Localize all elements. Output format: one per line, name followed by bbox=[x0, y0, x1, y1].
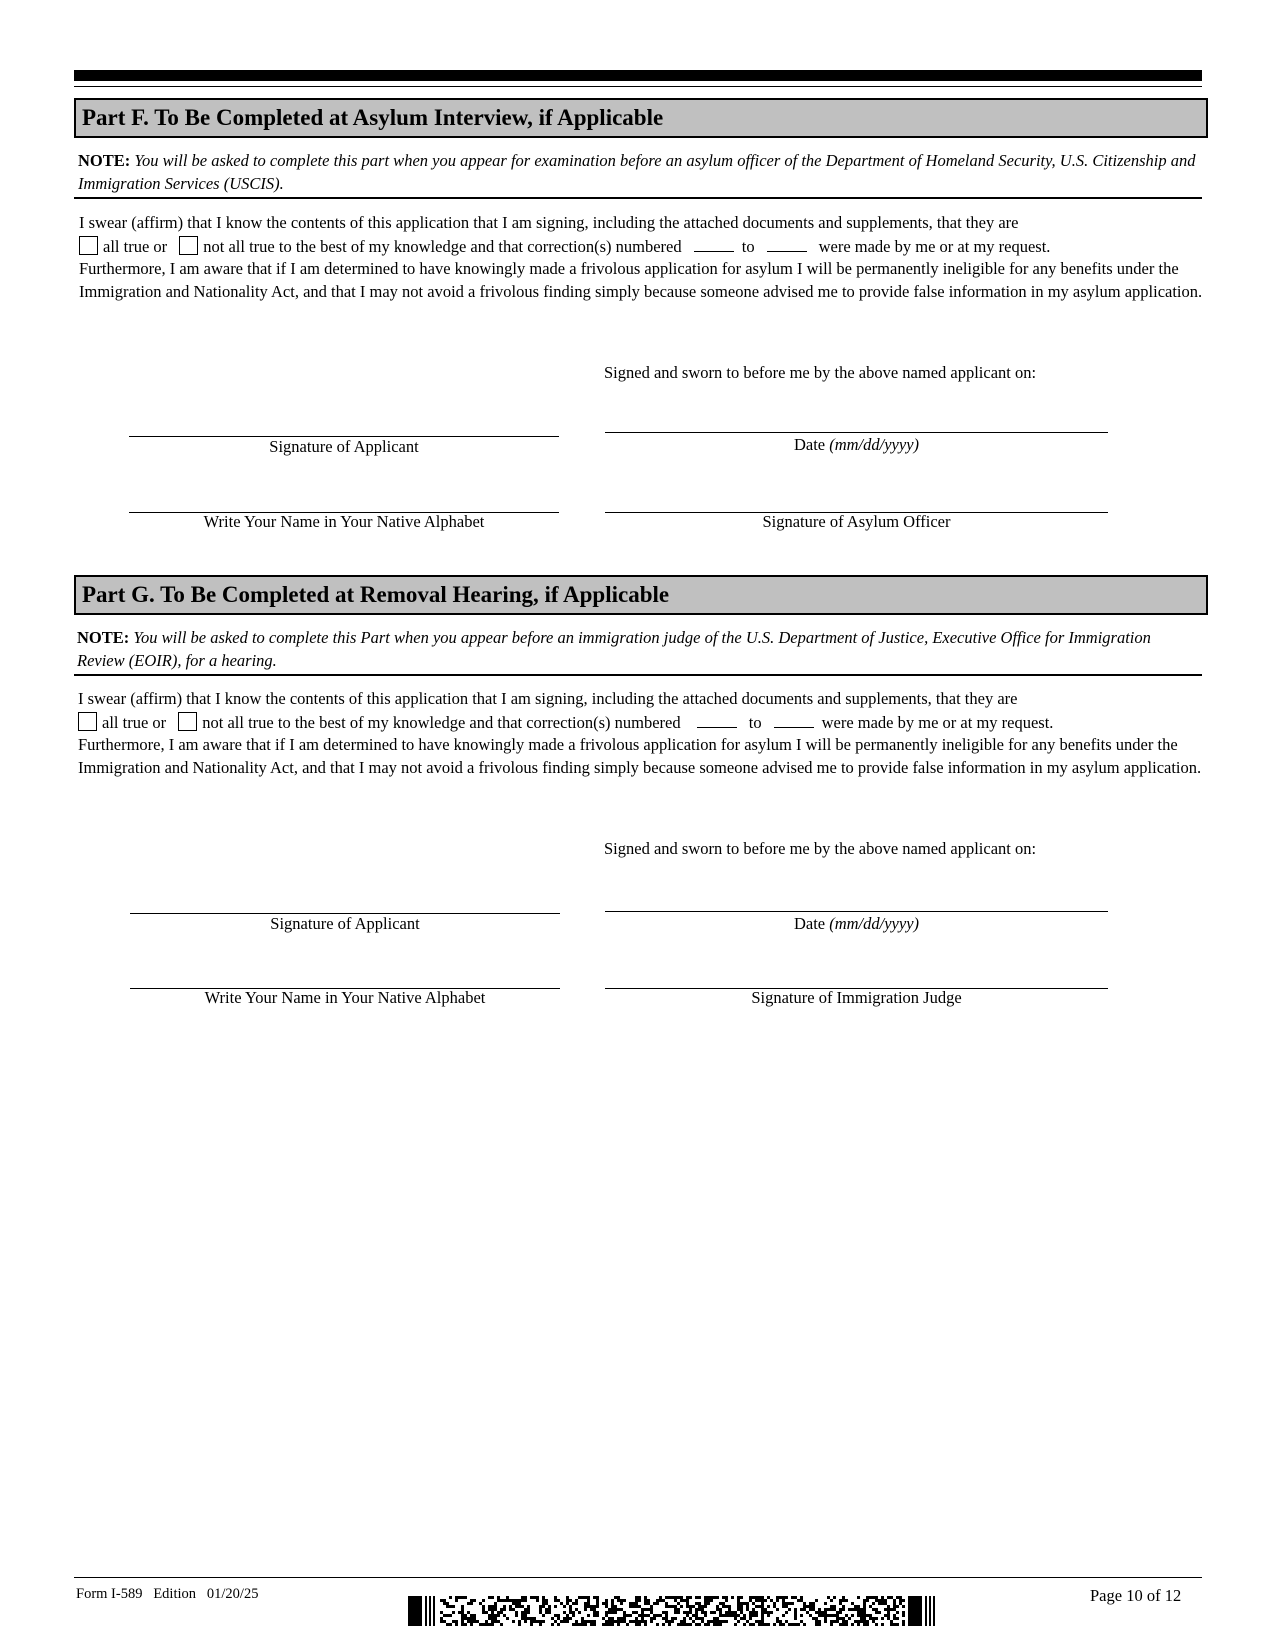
part-g-oath bbox=[78, 688, 1203, 779]
date-line[interactable] bbox=[605, 911, 1108, 912]
to-label: to bbox=[748, 712, 762, 732]
all-true-label: all true or bbox=[103, 236, 168, 256]
immigration-judge-signature-label: Signature of Immigration Judge bbox=[751, 988, 962, 1007]
date-label: Date (mm/dd/yyyy) bbox=[793, 435, 920, 454]
barcode-icon bbox=[408, 1596, 960, 1626]
note-text: You will be asked to complete this part when you appear for examination before an asylum officer of the Department of Homeland Security, U.S. Citizenship and Immigration Services (USCIS). bbox=[78, 151, 1196, 193]
made-by-me-label: were made by me or at my request. bbox=[818, 236, 1051, 256]
part-f-note bbox=[78, 149, 1202, 195]
not-all-true-label: not all true to the best of my knowledge and that correction(s) numbered bbox=[202, 712, 681, 732]
signed-sworn-text: Signed and sworn to before me by the above named applicant on: bbox=[604, 363, 1037, 382]
made-by-me-label: were made by me or at my request. bbox=[821, 712, 1054, 732]
correction-from-field[interactable] bbox=[697, 711, 737, 728]
top-thick-rule bbox=[74, 70, 1202, 81]
all-true-label: all true or bbox=[102, 712, 167, 732]
note-label: NOTE: bbox=[78, 151, 131, 170]
part-g-rule bbox=[74, 674, 1202, 676]
part-f-oath bbox=[79, 212, 1204, 303]
oath-line-2 bbox=[79, 235, 1204, 259]
asylum-officer-signature-label: Signature of Asylum Officer bbox=[762, 512, 951, 531]
oath-line-rest: Furthermore, I am aware that if I am determined to have knowingly made a frivolous application for asylum I will be permanently ineligible for any benefits under the Immigration and Nationality Act, and that I may not avoid a frivolous finding simply because someone advised me to provide false information in my asylum application. bbox=[78, 735, 1202, 777]
footer-rule bbox=[74, 1577, 1202, 1578]
part-f-header: Part F. To Be Completed at Asylum Interview, if Applicable bbox=[74, 98, 1208, 138]
signed-sworn-text: Signed and sworn to before me by the above named applicant on: bbox=[604, 839, 1037, 858]
part-g-note bbox=[77, 626, 1201, 672]
applicant-signature-label: Signature of Applicant bbox=[270, 914, 420, 933]
part-f-rule bbox=[74, 197, 1202, 199]
correction-to-field[interactable] bbox=[767, 235, 807, 252]
top-thin-rule bbox=[74, 86, 1202, 87]
native-name-label: Write Your Name in Your Native Alphabet bbox=[204, 988, 486, 1007]
not-all-true-checkbox[interactable] bbox=[178, 712, 197, 731]
native-name-label: Write Your Name in Your Native Alphabet bbox=[203, 512, 485, 531]
all-true-checkbox[interactable] bbox=[79, 236, 98, 255]
note-text: You will be asked to complete this Part when you appear before an immigration judge of the U.S. Department of Justice, Executive Office for Immigration Review (EOIR), for a hearing. bbox=[77, 628, 1151, 670]
oath-line-1: I swear (affirm) that I know the contents of this application that I am signing, including the attached documents and supplements, that they are bbox=[78, 689, 1018, 708]
part-g-header: Part G. To Be Completed at Removal Hearing, if Applicable bbox=[74, 575, 1208, 615]
correction-from-field[interactable] bbox=[694, 235, 734, 252]
all-true-checkbox[interactable] bbox=[78, 712, 97, 731]
correction-to-field[interactable] bbox=[774, 711, 814, 728]
oath-line-rest: Furthermore, I am aware that if I am determined to have knowingly made a frivolous application for asylum I will be permanently ineligible for any benefits under the Immigration and Nationality Act, and that I may not avoid a frivolous finding simply because someone advised me to provide false information in my asylum application. bbox=[79, 259, 1203, 301]
date-line[interactable] bbox=[605, 432, 1108, 433]
form-edition: Form I-589 Edition 01/20/25 bbox=[76, 1586, 259, 1602]
oath-line-2 bbox=[78, 711, 1203, 735]
oath-line-1: I swear (affirm) that I know the contents of this application that I am signing, including the attached documents and supplements, that they are bbox=[79, 213, 1019, 232]
note-label: NOTE: bbox=[77, 628, 130, 647]
to-label: to bbox=[741, 236, 755, 256]
date-label: Date (mm/dd/yyyy) bbox=[793, 914, 920, 933]
not-all-true-label: not all true to the best of my knowledge and that correction(s) numbered bbox=[203, 236, 682, 256]
not-all-true-checkbox[interactable] bbox=[179, 236, 198, 255]
applicant-signature-label: Signature of Applicant bbox=[269, 437, 419, 456]
page-number: Page 10 of 12 bbox=[1090, 1586, 1182, 1605]
